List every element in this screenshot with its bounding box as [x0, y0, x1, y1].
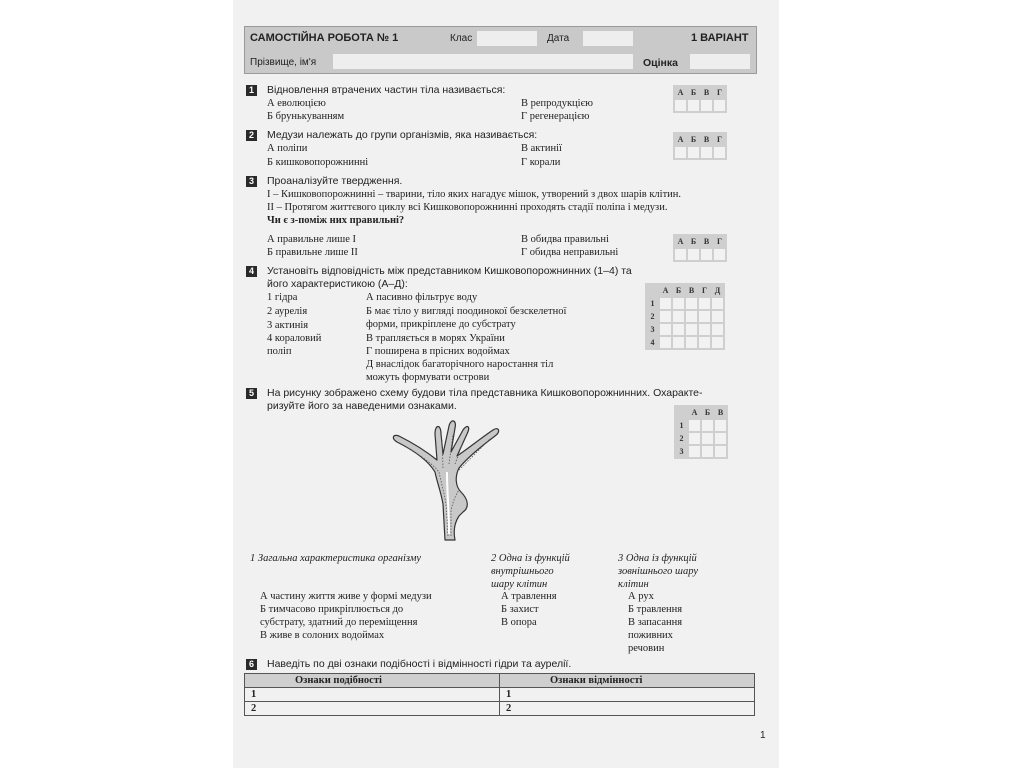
grid-header: Г: [714, 87, 725, 98]
answer-cell[interactable]: [689, 420, 700, 431]
criteria-heading-2: шару клітин: [491, 579, 548, 590]
grid-header: А: [660, 285, 671, 296]
answer-option: Б правильне лише II: [267, 247, 358, 258]
criteria-heading-2: 2 Одна із функцій: [491, 553, 570, 564]
match-left-item: 3 актинія: [267, 320, 309, 331]
match-right-item: А пасивно фільтрує воду: [366, 292, 478, 303]
answer-grid-q1: [673, 85, 727, 113]
grid-header: Б: [688, 87, 699, 98]
grid-header: А: [689, 407, 700, 418]
answer-cell[interactable]: [673, 311, 684, 322]
match-left-item: 4 кораловий: [267, 333, 322, 344]
answer-grid-q5: [674, 405, 728, 459]
table-header-similarity: Ознаки подібності: [245, 674, 500, 688]
answer-cell[interactable]: [699, 311, 710, 322]
criteria-option: В живе в солоних водоймах: [260, 630, 385, 641]
criteria-option: субстрату, здатний до переміщення: [260, 617, 418, 628]
answer-cell[interactable]: [701, 100, 712, 111]
question-number: 1: [246, 85, 257, 96]
answer-cell[interactable]: [712, 298, 723, 309]
match-right-item: Г поширена в прісних водоймах: [366, 346, 510, 357]
answer-cell[interactable]: [699, 337, 710, 348]
criteria-option: А травлення: [501, 591, 557, 602]
statement-1: I – Кишковопорожнинні – тварини, тіло яких нагадує мішок, утворений з двох шарів клітин.: [267, 189, 682, 200]
date-label: Дата: [547, 33, 570, 44]
grid-header: Г: [714, 134, 725, 145]
answer-cell[interactable]: [714, 147, 725, 158]
answer-cell[interactable]: [699, 324, 710, 335]
answer-cell[interactable]: [715, 433, 726, 444]
answer-cell[interactable]: [714, 100, 725, 111]
answer-cell[interactable]: [699, 298, 710, 309]
grid-header: Б: [688, 134, 699, 145]
question-text: ризуйте його за наведеними ознаками.: [267, 400, 457, 412]
answer-option: Г корали: [521, 157, 561, 168]
answer-cell[interactable]: [712, 311, 723, 322]
question-prompt: Чи є з-поміж них правильні?: [267, 215, 405, 226]
name-field[interactable]: [333, 54, 633, 69]
worksheet-header: [244, 26, 757, 74]
answer-cell[interactable]: [689, 433, 700, 444]
grid-header: А: [675, 134, 686, 145]
question-number: 2: [246, 130, 257, 141]
table-header-difference: Ознаки відмінності: [500, 674, 755, 688]
criteria-heading-3: зовнішнього шару: [618, 566, 698, 577]
grid-header: Б: [702, 407, 713, 418]
name-label: Прізвище, ім'я: [250, 57, 317, 68]
answer-cell[interactable]: [712, 337, 723, 348]
grid-header: Г: [699, 285, 710, 296]
date-field[interactable]: [583, 31, 633, 46]
grid-row-label: 4: [647, 337, 658, 348]
answer-cell[interactable]: [675, 249, 686, 260]
match-right-item: Д внаслідок багаторічного наростання тіл: [366, 359, 554, 370]
answer-cell[interactable]: [686, 337, 697, 348]
answer-option: А еволюцією: [267, 98, 326, 109]
match-left-item: поліп: [267, 346, 292, 357]
grid-header: Б: [673, 285, 684, 296]
answer-cell[interactable]: [660, 337, 671, 348]
grade-label: Оцінка: [643, 57, 678, 69]
answer-cell[interactable]: [701, 147, 712, 158]
grid-header: А: [675, 236, 686, 247]
answer-cell[interactable]: [702, 420, 713, 431]
class-label: Клас: [450, 33, 473, 44]
organism-diagram: [383, 412, 523, 547]
table-cell-difference-1[interactable]: 1: [500, 688, 755, 702]
answer-cell[interactable]: [673, 324, 684, 335]
grid-header: Г: [714, 236, 725, 247]
criteria-option: В запасання: [628, 617, 683, 628]
grid-header: В: [701, 134, 712, 145]
answer-option: Г обидва неправильні: [521, 247, 619, 258]
question-number: 3: [246, 176, 257, 187]
answer-cell[interactable]: [686, 311, 697, 322]
statement-2: II – Протягом життєвого циклу всі Кишковопорожнинні проходять стадії поліпа і медузи.: [267, 202, 668, 213]
match-left-item: 1 гідра: [267, 292, 298, 303]
question-text: Проаналізуйте твердження.: [267, 175, 403, 187]
answer-option: В актинії: [521, 143, 562, 154]
match-right-item: Б має тіло у вигляді поодинокої безскелетної: [366, 306, 567, 317]
grid-row-label: 3: [676, 446, 687, 457]
match-right-item: можуть формувати острови: [366, 372, 490, 383]
criteria-heading-3: 3 Одна із функцій: [618, 553, 697, 564]
criteria-option: поживних: [628, 630, 673, 641]
grid-row-label: 2: [647, 311, 658, 322]
question-text: Медузи належать до групи організмів, яка називається:: [267, 129, 538, 141]
answer-cell[interactable]: [686, 298, 697, 309]
answer-cell[interactable]: [701, 249, 712, 260]
match-right-item: форми, прикріплене до субстрату: [366, 319, 516, 330]
grid-row-label: 1: [647, 298, 658, 309]
grade-field[interactable]: [690, 54, 750, 69]
criteria-option: А рух: [628, 591, 654, 602]
answer-cell[interactable]: [660, 324, 671, 335]
criteria-option: Б травлення: [628, 604, 683, 615]
criteria-option: В опора: [501, 617, 537, 628]
criteria-option: А частину життя живе у формі медузи: [260, 591, 432, 602]
worksheet-title: САМОСТІЙНА РОБОТА № 1: [250, 32, 399, 44]
question-text: На рисунку зображено схему будови тіла представника Кишковопорожнинних. Охаракте-: [267, 387, 703, 399]
answer-option: В репродукцією: [521, 98, 593, 109]
question-number: 6: [246, 659, 257, 670]
answer-cell[interactable]: [712, 324, 723, 335]
page-number: 1: [760, 730, 766, 741]
answer-cell[interactable]: [673, 337, 684, 348]
table-cell-similarity-2[interactable]: 2: [245, 702, 500, 716]
question-text: Наведіть по дві ознаки подібності і відмінності гідри та аурелії.: [267, 658, 572, 670]
answer-cell[interactable]: [688, 249, 699, 260]
variant-label: 1 ВАРІАНТ: [691, 32, 749, 44]
worksheet-page: [233, 0, 779, 768]
table-cell-difference-2[interactable]: 2: [500, 702, 755, 716]
question-text: Установіть відповідність між представником Кишковопорожнинних (1–4) та: [267, 265, 632, 277]
answer-cell[interactable]: [688, 100, 699, 111]
question-number: 5: [246, 388, 257, 399]
answer-option: Б брунькуванням: [267, 111, 345, 122]
match-right-item: В трапляється в морях України: [366, 333, 505, 344]
question-text: Відновлення втрачених частин тіла називається:: [267, 84, 506, 96]
grid-header: Д: [712, 285, 723, 296]
grid-header: А: [675, 87, 686, 98]
answer-cell[interactable]: [675, 147, 686, 158]
answer-option: Г регенерацією: [521, 111, 590, 122]
answer-cell[interactable]: [714, 249, 725, 260]
grid-header: В: [715, 407, 726, 418]
answer-cell[interactable]: [673, 298, 684, 309]
criteria-option: Б тимчасово прикріплюється до: [260, 604, 404, 615]
question-number: 4: [246, 266, 257, 277]
criteria-option: Б захист: [501, 604, 539, 615]
comparison-table: [244, 673, 755, 716]
match-left-item: 2 аурелія: [267, 306, 308, 317]
grid-header: Б: [688, 236, 699, 247]
grid-header: В: [701, 87, 712, 98]
criteria-option: речовин: [628, 643, 665, 654]
answer-option: А поліпи: [267, 143, 308, 154]
table-cell-similarity-1[interactable]: 1: [245, 688, 500, 702]
class-field[interactable]: [477, 31, 537, 46]
grid-row-label: 1: [676, 420, 687, 431]
answer-grid-q4: [645, 283, 725, 350]
criteria-heading-1: 1 Загальна характеристика організму: [250, 553, 422, 564]
answer-cell[interactable]: [660, 298, 671, 309]
grid-header: В: [686, 285, 697, 296]
answer-cell[interactable]: [702, 446, 713, 457]
criteria-heading-2: внутрішнього: [491, 566, 554, 577]
grid-row-label: 2: [676, 433, 687, 444]
grid-row-label: 3: [647, 324, 658, 335]
grid-header: В: [701, 236, 712, 247]
question-text: його характеристикою (А–Д):: [267, 278, 408, 290]
answer-cell[interactable]: [715, 420, 726, 431]
answer-cell[interactable]: [660, 311, 671, 322]
answer-grid-q2: [673, 132, 727, 160]
answer-cell[interactable]: [686, 324, 697, 335]
answer-cell[interactable]: [688, 147, 699, 158]
answer-cell[interactable]: [689, 446, 700, 457]
criteria-heading-3: клітин: [618, 579, 649, 590]
answer-grid-q3: [673, 234, 727, 262]
answer-cell[interactable]: [715, 446, 726, 457]
answer-option: Б кишковопорожнинні: [267, 157, 369, 168]
answer-option: А правильне лише I: [267, 234, 356, 245]
answer-option: В обидва правильні: [521, 234, 609, 245]
answer-cell[interactable]: [702, 433, 713, 444]
answer-cell[interactable]: [675, 100, 686, 111]
